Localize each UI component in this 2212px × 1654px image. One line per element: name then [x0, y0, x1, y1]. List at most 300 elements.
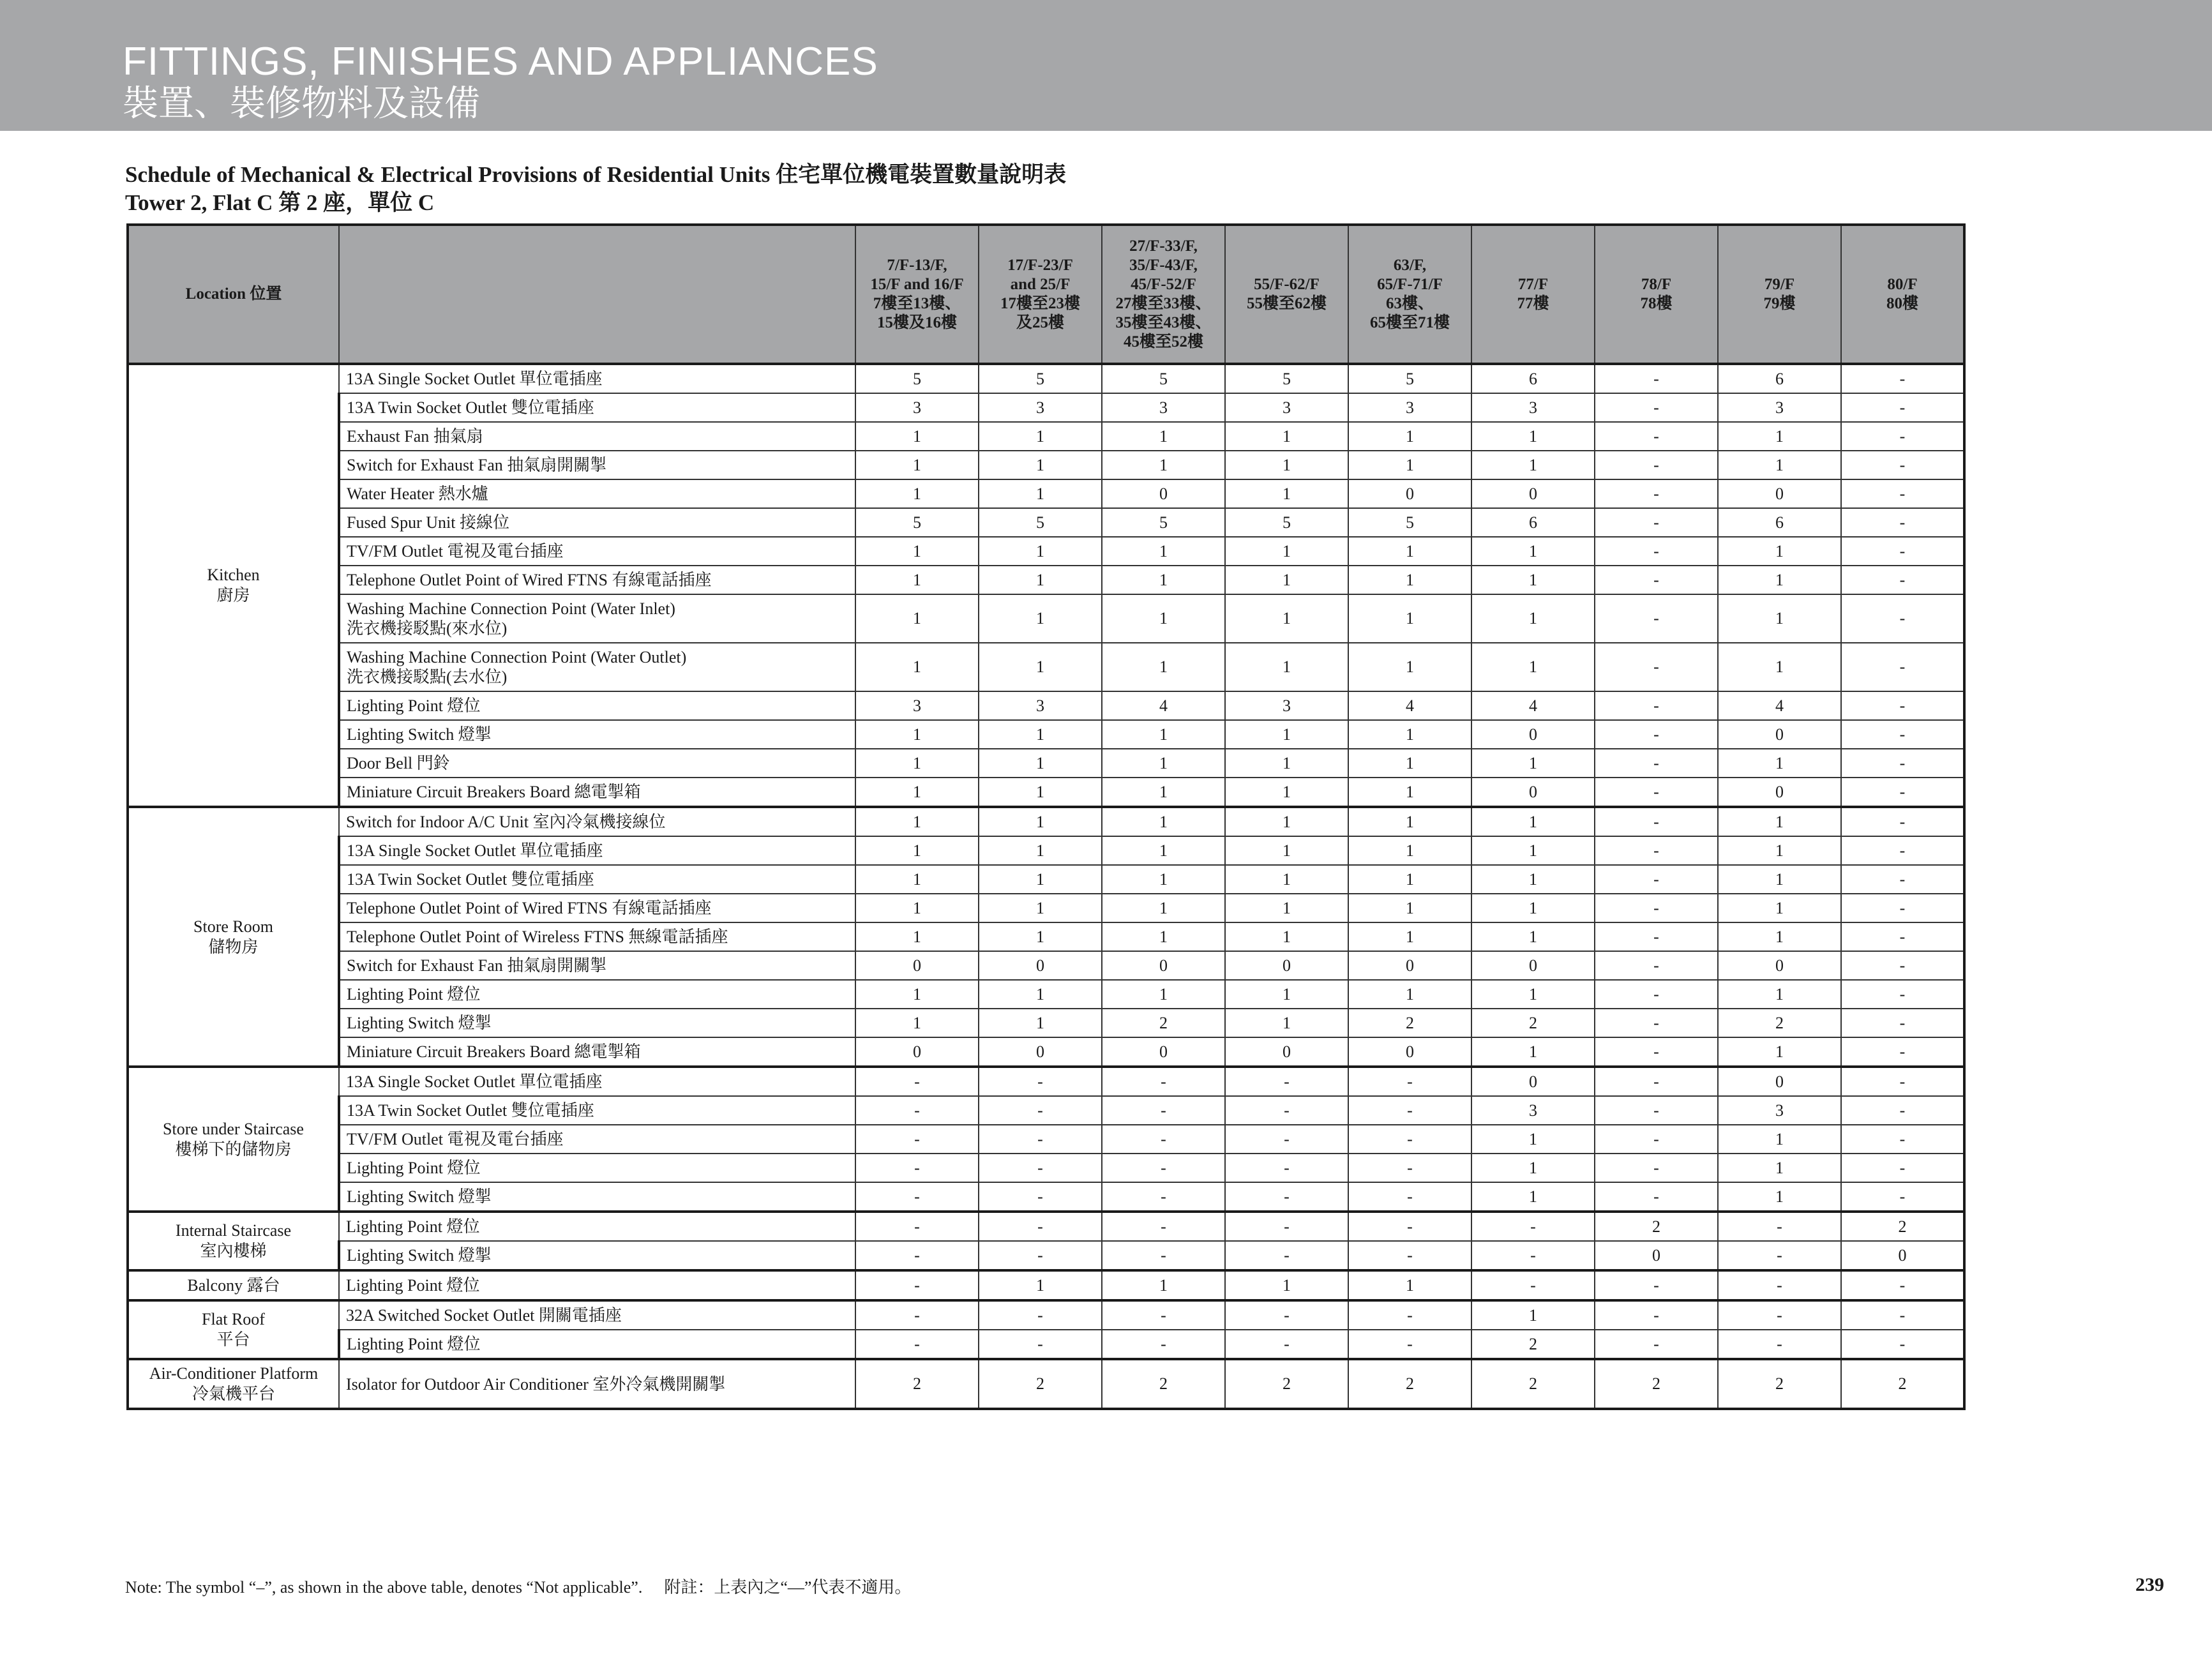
provisions-table: [126, 223, 1966, 1410]
quantity-cell: 1: [1471, 594, 1595, 643]
quantity-cell: 1: [979, 807, 1102, 836]
item-cell: [339, 1241, 855, 1270]
quantity-cell: 1: [1225, 749, 1348, 778]
item-label: Lighting Point 燈位: [347, 984, 481, 1004]
quantity-cell: 1: [979, 422, 1102, 451]
location-label: Kitchen: [207, 566, 260, 584]
location-label: Store under Staircase: [163, 1119, 304, 1138]
quantity-cell: 1: [1348, 894, 1471, 922]
quantity-cell: 5: [1102, 508, 1225, 537]
quantity-cell: 2: [1471, 1330, 1595, 1359]
floor-column-header: [979, 225, 1102, 364]
quantity-cell: 0: [1225, 951, 1348, 980]
quantity-cell: 1: [1225, 894, 1348, 922]
floor-column-header-line: 65/F-71/F: [1377, 276, 1443, 293]
quantity-cell: -: [1225, 1330, 1348, 1359]
quantity-cell: -: [1348, 1330, 1471, 1359]
quantity-cell: 2: [1718, 1359, 1841, 1409]
quantity-cell: 2: [1102, 1359, 1225, 1409]
quantity-cell: 2: [1348, 1359, 1471, 1409]
item-label: Switch for Exhaust Fan 抽氣扇開關掣: [347, 956, 607, 975]
quantity-cell: 1: [855, 922, 979, 951]
table-row: [128, 922, 1964, 951]
quantity-cell: 0: [1718, 951, 1841, 980]
table-row: [128, 1212, 1964, 1241]
item-cell: [339, 1212, 855, 1241]
quantity-cell: 0: [1718, 778, 1841, 807]
item-cell: [339, 1125, 855, 1154]
quantity-cell: 2: [1225, 1359, 1348, 1409]
table-row: [128, 1096, 1964, 1125]
floor-column-header-line: 63/F,: [1393, 257, 1427, 274]
floor-column-header: [1225, 225, 1348, 364]
quantity-cell: -: [1225, 1212, 1348, 1241]
quantity-cell: 1: [1225, 643, 1348, 691]
table-row: [128, 1300, 1964, 1330]
quantity-cell: 0: [1471, 479, 1595, 508]
quantity-cell: -: [1595, 1067, 1718, 1096]
quantity-cell: 2: [1595, 1212, 1718, 1241]
quantity-cell: -: [1225, 1182, 1348, 1212]
quantity-cell: 1: [1471, 451, 1595, 479]
quantity-cell: 1: [1718, 980, 1841, 1009]
table-body: [128, 364, 1964, 1409]
quantity-cell: -: [1595, 1009, 1718, 1037]
quantity-cell: 1: [1348, 566, 1471, 594]
quantity-cell: -: [1841, 980, 1964, 1009]
quantity-cell: 1: [1102, 451, 1225, 479]
quantity-cell: -: [855, 1330, 979, 1359]
quantity-cell: -: [1841, 951, 1964, 980]
section-title-zh: 裝置、裝修物料及設備: [123, 83, 480, 124]
item-label: 洗衣機接駁點(來水位): [347, 619, 508, 638]
quantity-cell: 1: [1348, 451, 1471, 479]
quantity-cell: 2: [1471, 1359, 1595, 1409]
item-label: Switch for Exhaust Fan 抽氣扇開關掣: [347, 455, 607, 474]
quantity-cell: -: [1348, 1241, 1471, 1270]
quantity-cell: -: [1841, 749, 1964, 778]
quantity-cell: -: [1595, 479, 1718, 508]
table-row: [128, 720, 1964, 749]
quantity-cell: -: [855, 1241, 979, 1270]
item-label: Washing Machine Connection Point (Water Outlet): [347, 648, 687, 666]
schedule-title: Schedule of Mechanical & Electrical Provisions of Residential Units 住宅單位機電裝置數量說明表: [125, 162, 1067, 187]
quantity-cell: 1: [979, 1270, 1102, 1300]
quantity-cell: 1: [1348, 778, 1471, 807]
quantity-cell: -: [1841, 364, 1964, 393]
floor-column-header-line: 35樓至43樓、: [1115, 314, 1212, 331]
quantity-cell: 1: [1718, 922, 1841, 951]
quantity-cell: -: [979, 1125, 1102, 1154]
quantity-cell: -: [1102, 1067, 1225, 1096]
item-label: 洗衣機接駁點(去水位): [347, 668, 508, 686]
item-cell: [339, 951, 855, 980]
quantity-cell: -: [855, 1067, 979, 1096]
quantity-cell: 1: [1348, 643, 1471, 691]
quantity-cell: -: [1841, 479, 1964, 508]
table-header-row: [128, 225, 1964, 364]
table-row: [128, 1241, 1964, 1270]
quantity-cell: -: [1595, 537, 1718, 566]
quantity-cell: 0: [1841, 1241, 1964, 1270]
quantity-cell: -: [1225, 1096, 1348, 1125]
item-label: 13A Single Socket Outlet 單位電插座: [346, 1072, 603, 1091]
item-cell: [339, 1154, 855, 1182]
quantity-cell: 0: [1225, 1037, 1348, 1067]
quantity-cell: 4: [1102, 691, 1225, 720]
location-label: 儲物房: [208, 937, 259, 956]
quantity-cell: 6: [1718, 364, 1841, 393]
section-banner: [0, 0, 2212, 131]
quantity-cell: 1: [855, 643, 979, 691]
quantity-cell: -: [1718, 1330, 1841, 1359]
quantity-cell: -: [1841, 1037, 1964, 1067]
location-cell: [128, 1212, 339, 1270]
quantity-cell: 1: [979, 643, 1102, 691]
quantity-cell: 2: [1595, 1359, 1718, 1409]
item-cell: [339, 894, 855, 922]
quantity-cell: 3: [979, 393, 1102, 422]
quantity-cell: 1: [1471, 980, 1595, 1009]
quantity-cell: 0: [1471, 720, 1595, 749]
quantity-cell: -: [1102, 1125, 1225, 1154]
item-label: Miniature Circuit Breakers Board 總電掣箱: [347, 1042, 641, 1061]
quantity-cell: 5: [1348, 508, 1471, 537]
quantity-cell: 5: [855, 364, 979, 393]
quantity-cell: 5: [1348, 364, 1471, 393]
quantity-cell: 1: [1718, 1037, 1841, 1067]
item-cell: [339, 922, 855, 951]
table-row: [128, 894, 1964, 922]
item-cell: [339, 643, 855, 691]
item-label: Water Heater 熱水爐: [347, 484, 488, 503]
location-cell: [128, 1067, 339, 1212]
item-cell: [339, 836, 855, 865]
item-label: Lighting Point 燈位: [346, 1275, 480, 1295]
quantity-cell: -: [1102, 1182, 1225, 1212]
quantity-cell: 0: [979, 951, 1102, 980]
quantity-cell: 5: [979, 508, 1102, 537]
quantity-cell: -: [979, 1096, 1102, 1125]
quantity-cell: -: [1841, 594, 1964, 643]
quantity-cell: -: [1841, 778, 1964, 807]
quantity-cell: 1: [1102, 807, 1225, 836]
quantity-cell: -: [1471, 1241, 1595, 1270]
quantity-cell: 1: [1718, 836, 1841, 865]
quantity-cell: 1: [1102, 778, 1225, 807]
quantity-cell: -: [1595, 566, 1718, 594]
page-number: 239: [2135, 1574, 2164, 1595]
item-cell: [339, 1270, 855, 1300]
table-row: [128, 865, 1964, 894]
item-cell: [339, 691, 855, 720]
quantity-cell: 1: [1225, 1009, 1348, 1037]
floor-column-header-line: 63樓、: [1385, 295, 1434, 312]
table-row: [128, 1359, 1964, 1409]
floor-column-header-line: 77樓: [1517, 295, 1549, 312]
quantity-cell: -: [1225, 1154, 1348, 1182]
quantity-cell: 1: [1718, 643, 1841, 691]
table-row: [128, 1037, 1964, 1067]
quantity-cell: -: [1595, 451, 1718, 479]
quantity-cell: -: [1841, 451, 1964, 479]
quantity-cell: 1: [1348, 980, 1471, 1009]
quantity-cell: 1: [1348, 807, 1471, 836]
quantity-cell: -: [1841, 865, 1964, 894]
quantity-cell: 0: [1718, 479, 1841, 508]
quantity-cell: 1: [1471, 537, 1595, 566]
quantity-cell: 1: [855, 566, 979, 594]
quantity-cell: -: [1841, 1154, 1964, 1182]
quantity-cell: 2: [1471, 1009, 1595, 1037]
quantity-cell: -: [979, 1300, 1102, 1330]
quantity-cell: 1: [1348, 749, 1471, 778]
quantity-cell: 1: [979, 594, 1102, 643]
quantity-cell: 0: [1718, 1067, 1841, 1096]
floor-column-header: [1595, 225, 1718, 364]
item-label: Lighting Switch 燈掣: [347, 725, 492, 744]
item-cell: [339, 1182, 855, 1212]
quantity-cell: -: [1595, 778, 1718, 807]
floor-column-header: [1718, 225, 1841, 364]
item-cell: [339, 778, 855, 807]
quantity-cell: 3: [1471, 1096, 1595, 1125]
quantity-cell: 0: [1595, 1241, 1718, 1270]
item-label: Door Bell 門鈴: [347, 753, 450, 772]
quantity-cell: 1: [979, 451, 1102, 479]
quantity-cell: 1: [979, 894, 1102, 922]
quantity-cell: 1: [1225, 451, 1348, 479]
quantity-cell: 1: [1348, 422, 1471, 451]
quantity-cell: -: [855, 1212, 979, 1241]
quantity-cell: -: [1595, 894, 1718, 922]
quantity-cell: -: [1595, 643, 1718, 691]
quantity-cell: -: [1595, 1154, 1718, 1182]
quantity-cell: 1: [855, 1009, 979, 1037]
quantity-cell: 1: [1348, 836, 1471, 865]
table-row: [128, 1009, 1964, 1037]
item-cell: [339, 980, 855, 1009]
quantity-cell: 4: [1471, 691, 1595, 720]
quantity-cell: -: [855, 1154, 979, 1182]
location-label: 平台: [216, 1330, 250, 1349]
quantity-cell: -: [1841, 537, 1964, 566]
quantity-cell: -: [1595, 980, 1718, 1009]
quantity-cell: 0: [1471, 951, 1595, 980]
floor-column-header-line: 78樓: [1640, 295, 1673, 312]
item-label: 13A Single Socket Outlet 單位電插座: [347, 841, 603, 860]
quantity-cell: -: [1841, 1182, 1964, 1212]
quantity-cell: -: [1595, 807, 1718, 836]
quantity-cell: 1: [1102, 836, 1225, 865]
quantity-cell: 3: [1225, 393, 1348, 422]
item-cell: [339, 594, 855, 643]
quantity-cell: 1: [1225, 479, 1348, 508]
quantity-cell: 1: [1471, 922, 1595, 951]
item-cell: [339, 1330, 855, 1359]
quantity-cell: -: [1102, 1330, 1225, 1359]
quantity-cell: 0: [1102, 479, 1225, 508]
quantity-cell: -: [855, 1300, 979, 1330]
quantity-cell: 1: [979, 836, 1102, 865]
quantity-cell: 1: [1718, 594, 1841, 643]
table-row: [128, 1125, 1964, 1154]
floor-column-header-line: 79/F: [1764, 276, 1795, 293]
quantity-cell: 1: [855, 980, 979, 1009]
item-cell: [339, 422, 855, 451]
quantity-cell: 2: [855, 1359, 979, 1409]
table-row: [128, 422, 1964, 451]
quantity-cell: 1: [1348, 720, 1471, 749]
quantity-cell: 0: [1471, 778, 1595, 807]
quantity-cell: 1: [1225, 422, 1348, 451]
quantity-cell: 6: [1471, 364, 1595, 393]
quantity-cell: -: [1718, 1212, 1841, 1241]
floor-column-header: [1471, 225, 1595, 364]
quantity-cell: 0: [1348, 479, 1471, 508]
table-row: [128, 691, 1964, 720]
quantity-cell: -: [1841, 1009, 1964, 1037]
floor-column-header-line: 79樓: [1763, 295, 1796, 312]
quantity-cell: 1: [1225, 594, 1348, 643]
quantity-cell: -: [1595, 951, 1718, 980]
quantity-cell: -: [855, 1270, 979, 1300]
table-row: [128, 508, 1964, 537]
item-label: Lighting Point 燈位: [346, 1217, 480, 1236]
floor-column-header-line: 17/F-23/F: [1007, 257, 1073, 274]
quantity-cell: -: [1841, 1096, 1964, 1125]
quantity-cell: -: [1348, 1154, 1471, 1182]
item-label: Washing Machine Connection Point (Water Inlet): [347, 599, 675, 618]
quantity-cell: -: [855, 1096, 979, 1125]
quantity-cell: 3: [855, 393, 979, 422]
location-label: 室內樓梯: [200, 1242, 267, 1260]
item-cell: [339, 749, 855, 778]
floor-column-header-line: 78/F: [1641, 276, 1672, 293]
location-column-header: Location 位置: [128, 225, 339, 364]
location-cell: [128, 1300, 339, 1359]
quantity-cell: -: [1841, 1067, 1964, 1096]
schedule-subtitle: Tower 2, Flat C 第 2 座，單位 C: [125, 190, 435, 215]
quantity-cell: 1: [1718, 1154, 1841, 1182]
quantity-cell: 1: [1471, 894, 1595, 922]
quantity-cell: 1: [855, 479, 979, 508]
item-label: Lighting Switch 燈掣: [347, 1187, 492, 1206]
quantity-cell: 0: [1348, 1037, 1471, 1067]
quantity-cell: 1: [1348, 537, 1471, 566]
item-label: Lighting Point 燈位: [347, 1334, 481, 1353]
quantity-cell: 1: [1718, 894, 1841, 922]
item-cell: [339, 566, 855, 594]
quantity-cell: -: [1225, 1067, 1348, 1096]
quantity-cell: -: [1348, 1300, 1471, 1330]
quantity-cell: 1: [979, 980, 1102, 1009]
quantity-cell: -: [1102, 1154, 1225, 1182]
quantity-cell: 1: [855, 865, 979, 894]
quantity-cell: -: [1841, 1125, 1964, 1154]
location-cell: [128, 1359, 339, 1409]
floor-column-header-line: 27/F-33/F,: [1129, 237, 1198, 255]
item-label: Telephone Outlet Point of Wired FTNS 有線電話插座: [347, 570, 712, 589]
quantity-cell: -: [1718, 1241, 1841, 1270]
quantity-cell: 1: [1102, 537, 1225, 566]
quantity-cell: -: [1471, 1212, 1595, 1241]
table-row: [128, 980, 1964, 1009]
quantity-cell: 3: [1102, 393, 1225, 422]
quantity-cell: 1: [1471, 566, 1595, 594]
location-label: Store Room: [193, 917, 273, 936]
quantity-cell: -: [1841, 1270, 1964, 1300]
floor-column-header-line: 7/F-13/F,: [887, 257, 947, 274]
quantity-cell: 1: [979, 778, 1102, 807]
quantity-cell: 2: [979, 1359, 1102, 1409]
location-cell: [128, 364, 339, 807]
quantity-cell: -: [1348, 1096, 1471, 1125]
quantity-cell: 0: [1102, 1037, 1225, 1067]
quantity-cell: 1: [1471, 1182, 1595, 1212]
quantity-cell: 1: [979, 537, 1102, 566]
floor-column-header: [1102, 225, 1225, 364]
footnote: [125, 1574, 911, 1598]
quantity-cell: -: [1595, 1182, 1718, 1212]
quantity-cell: -: [979, 1330, 1102, 1359]
item-cell: [339, 393, 855, 422]
item-cell: [339, 479, 855, 508]
item-label: TV/FM Outlet 電視及電台插座: [347, 541, 564, 560]
floor-column-header: [1841, 225, 1964, 364]
quantity-cell: 2: [1348, 1009, 1471, 1037]
quantity-cell: 1: [1102, 566, 1225, 594]
quantity-cell: 0: [979, 1037, 1102, 1067]
quantity-cell: 1: [1102, 422, 1225, 451]
table-row: [128, 393, 1964, 422]
quantity-cell: 1: [1471, 422, 1595, 451]
location-label: Balcony 露台: [187, 1275, 280, 1295]
location-cell: [128, 1270, 339, 1300]
quantity-cell: 3: [1471, 393, 1595, 422]
location-label: Flat Roof: [202, 1310, 265, 1328]
quantity-cell: 0: [855, 1037, 979, 1067]
quantity-cell: 1: [1102, 865, 1225, 894]
location-label: 冷氣機平台: [192, 1385, 275, 1403]
quantity-cell: 1: [1225, 836, 1348, 865]
quantity-cell: -: [1841, 836, 1964, 865]
quantity-cell: -: [1841, 643, 1964, 691]
location-label: Internal Staircase: [175, 1221, 292, 1240]
item-cell: [339, 1037, 855, 1067]
quantity-cell: 1: [1718, 807, 1841, 836]
item-cell: [339, 364, 855, 393]
quantity-cell: 1: [1718, 749, 1841, 778]
quantity-cell: 1: [1225, 720, 1348, 749]
floor-column-header-line: 7樓至13樓、: [873, 295, 961, 312]
location-cell: [128, 807, 339, 1067]
quantity-cell: -: [1841, 720, 1964, 749]
quantity-cell: -: [1595, 1125, 1718, 1154]
quantity-cell: 1: [1718, 451, 1841, 479]
quantity-cell: -: [1841, 566, 1964, 594]
item-label: Telephone Outlet Point of Wireless FTNS 無線電話插座: [347, 927, 728, 946]
quantity-cell: 1: [855, 422, 979, 451]
quantity-cell: 1: [1471, 1037, 1595, 1067]
quantity-cell: -: [1348, 1125, 1471, 1154]
table-row: [128, 951, 1964, 980]
table-row: [128, 364, 1964, 393]
quantity-cell: 1: [1102, 894, 1225, 922]
quantity-cell: 2: [1102, 1009, 1225, 1037]
item-label: Lighting Point 燈位: [347, 696, 481, 715]
table-row: [128, 566, 1964, 594]
